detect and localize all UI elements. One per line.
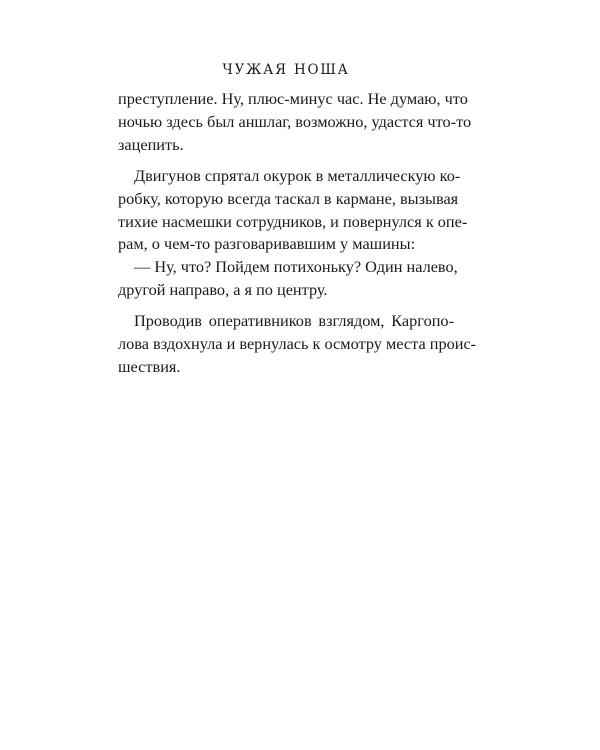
text-line: Проводив оперативников взглядом, Каргопо- xyxy=(134,311,454,331)
running-head: ЧУЖАЯ НОША xyxy=(222,62,350,78)
text-line: преступление. Ну, плюс-минус час. Не думаю, что xyxy=(118,89,468,108)
text-line: Двигунов спрятал окурок в металлическую ко- xyxy=(134,165,461,185)
body-text xyxy=(118,88,477,379)
text-line: другой направо, а я по центру. xyxy=(118,279,328,299)
text-line: шествия. xyxy=(118,356,181,376)
text-line: — Ну, что? Пойдем потихоньку? Один налево, xyxy=(134,257,458,277)
text-line: рам, о чем-то разговаривавшим у машины: xyxy=(118,234,416,254)
text-line: зацепить. xyxy=(118,134,184,154)
paragraph xyxy=(118,165,468,256)
paragraph xyxy=(118,256,458,302)
paragraph xyxy=(118,310,477,378)
text-line: тихие насмешки сотрудников, и повернулся к опе- xyxy=(118,211,468,231)
text-line: лова вздохнула и вернулась к осмотру места проис- xyxy=(118,334,477,354)
text-line: робку, которую всегда таскал в кармане, вызывая xyxy=(118,188,459,208)
text-line: ночью здесь был аншлаг, возможно, удастся что-то xyxy=(118,111,472,131)
paragraph xyxy=(118,88,472,156)
